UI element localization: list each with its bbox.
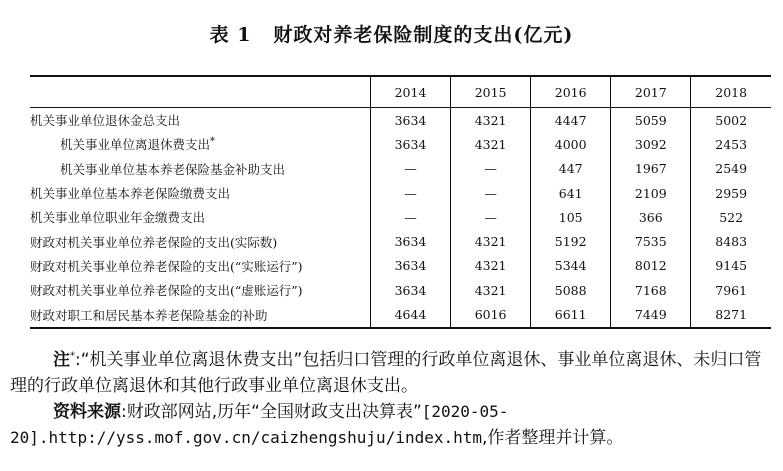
table-cell: 3634 xyxy=(370,108,450,133)
table-cell: — xyxy=(370,157,450,181)
source-tail: ,作者整理并计算。 xyxy=(482,428,624,448)
table-cell: 1967 xyxy=(611,157,691,181)
table-row xyxy=(30,181,771,205)
table-cell: — xyxy=(451,157,531,181)
table-row xyxy=(30,205,771,229)
table-notes xyxy=(10,347,776,451)
year-header: 2016 xyxy=(531,76,611,108)
footnote-label: 注 xyxy=(53,350,70,370)
row-label xyxy=(30,132,370,156)
table-cell: 2109 xyxy=(611,181,691,205)
table-cell: 5344 xyxy=(531,254,611,278)
header-blank-cell xyxy=(30,76,370,108)
source-note xyxy=(10,399,776,451)
row-label: 财政对机关事业单位养老保险的支出(“实账运行”) xyxy=(30,254,370,278)
table-cell: 4321 xyxy=(451,278,531,302)
table-cell: 8483 xyxy=(691,229,771,253)
table-cell: — xyxy=(370,181,450,205)
table-cell: 6611 xyxy=(531,302,611,327)
table-cell: 7961 xyxy=(691,278,771,302)
table-cell: 8271 xyxy=(691,302,771,327)
row-label: 机关事业单位基本养老保险基金补助支出 xyxy=(30,157,370,181)
table-cell: — xyxy=(370,205,450,229)
table-cell: 641 xyxy=(531,181,611,205)
table-cell: 5002 xyxy=(691,108,771,133)
table-cell: 5088 xyxy=(531,278,611,302)
table-cell: 4321 xyxy=(451,108,531,133)
table-cell: 5192 xyxy=(531,229,611,253)
row-label: 财政对职工和居民基本养老保险基金的补助 xyxy=(30,302,370,327)
table-row xyxy=(30,302,771,327)
footnote-text: :“机关事业单位离退休费支出”包括归口管理的行政单位离退休、事业单位离退休、未归口管理的行政单位离退休和其他行政事业单位离退休支出。 xyxy=(10,350,762,396)
year-header: 2017 xyxy=(611,76,691,108)
year-header: 2014 xyxy=(370,76,450,108)
table-cell: 6016 xyxy=(451,302,531,327)
table-cell: 5059 xyxy=(611,108,691,133)
table-cell: 447 xyxy=(531,157,611,181)
table-cell: 3634 xyxy=(370,278,450,302)
table-cell: 2549 xyxy=(691,157,771,181)
table-cell: 4447 xyxy=(531,108,611,133)
table-row xyxy=(30,254,771,278)
table-title: 财政对养老保险制度的支出(亿元) xyxy=(273,24,574,46)
row-label-text: 机关事业单位离退休费支出 xyxy=(60,137,211,153)
row-label: 财政对机关事业单位养老保险的支出(实际数) xyxy=(30,229,370,253)
table-row xyxy=(30,132,771,156)
table-cell: 3634 xyxy=(370,132,450,156)
table-row xyxy=(30,229,771,253)
table-body xyxy=(30,108,771,328)
table-cell: 105 xyxy=(531,205,611,229)
table-cell: 8012 xyxy=(611,254,691,278)
table-cell: 366 xyxy=(611,205,691,229)
table-number: 表 1 xyxy=(209,24,252,46)
row-label: 机关事业单位退休金总支出 xyxy=(30,108,370,133)
table-cell: 4000 xyxy=(531,132,611,156)
table-cell: 3634 xyxy=(370,229,450,253)
footnote xyxy=(10,347,776,399)
table-cell: 2959 xyxy=(691,181,771,205)
row-label: 财政对机关事业单位养老保险的支出(“虚账运行”) xyxy=(30,278,370,302)
table-cell: 3092 xyxy=(611,132,691,156)
source-label: 资料来源 xyxy=(53,402,121,422)
table-cell: — xyxy=(451,205,531,229)
table-cell: 9145 xyxy=(691,254,771,278)
table-row xyxy=(30,157,771,181)
source-text: :财政部网站,历年“全国财政支出决算表” xyxy=(121,402,422,422)
table-cell: 7168 xyxy=(611,278,691,302)
table-cell: 4321 xyxy=(451,229,531,253)
row-label: 机关事业单位职业年金缴费支出 xyxy=(30,205,370,229)
table-cell: 4644 xyxy=(370,302,450,327)
table-cell: 7449 xyxy=(611,302,691,327)
data-table xyxy=(30,75,771,329)
year-header: 2018 xyxy=(691,76,771,108)
table-row xyxy=(30,108,771,133)
table-cell: 3634 xyxy=(370,254,450,278)
source-url: .http://yss.mof.gov.cn/caizhengshuju/index.htm xyxy=(38,428,483,447)
table-caption xyxy=(0,20,783,47)
table-cell: 4321 xyxy=(451,254,531,278)
table-cell: 522 xyxy=(691,205,771,229)
table-cell: 7535 xyxy=(611,229,691,253)
table-cell: 2453 xyxy=(691,132,771,156)
table-cell: 4321 xyxy=(451,132,531,156)
year-header: 2015 xyxy=(451,76,531,108)
footnote-mark: * xyxy=(70,350,75,362)
footnote-mark: * xyxy=(210,136,216,148)
table-cell: — xyxy=(451,181,531,205)
row-label: 机关事业单位基本养老保险缴费支出 xyxy=(30,181,370,205)
table-row xyxy=(30,278,771,302)
source-date: [2020-05-20] xyxy=(10,402,509,447)
header-row xyxy=(30,76,771,108)
